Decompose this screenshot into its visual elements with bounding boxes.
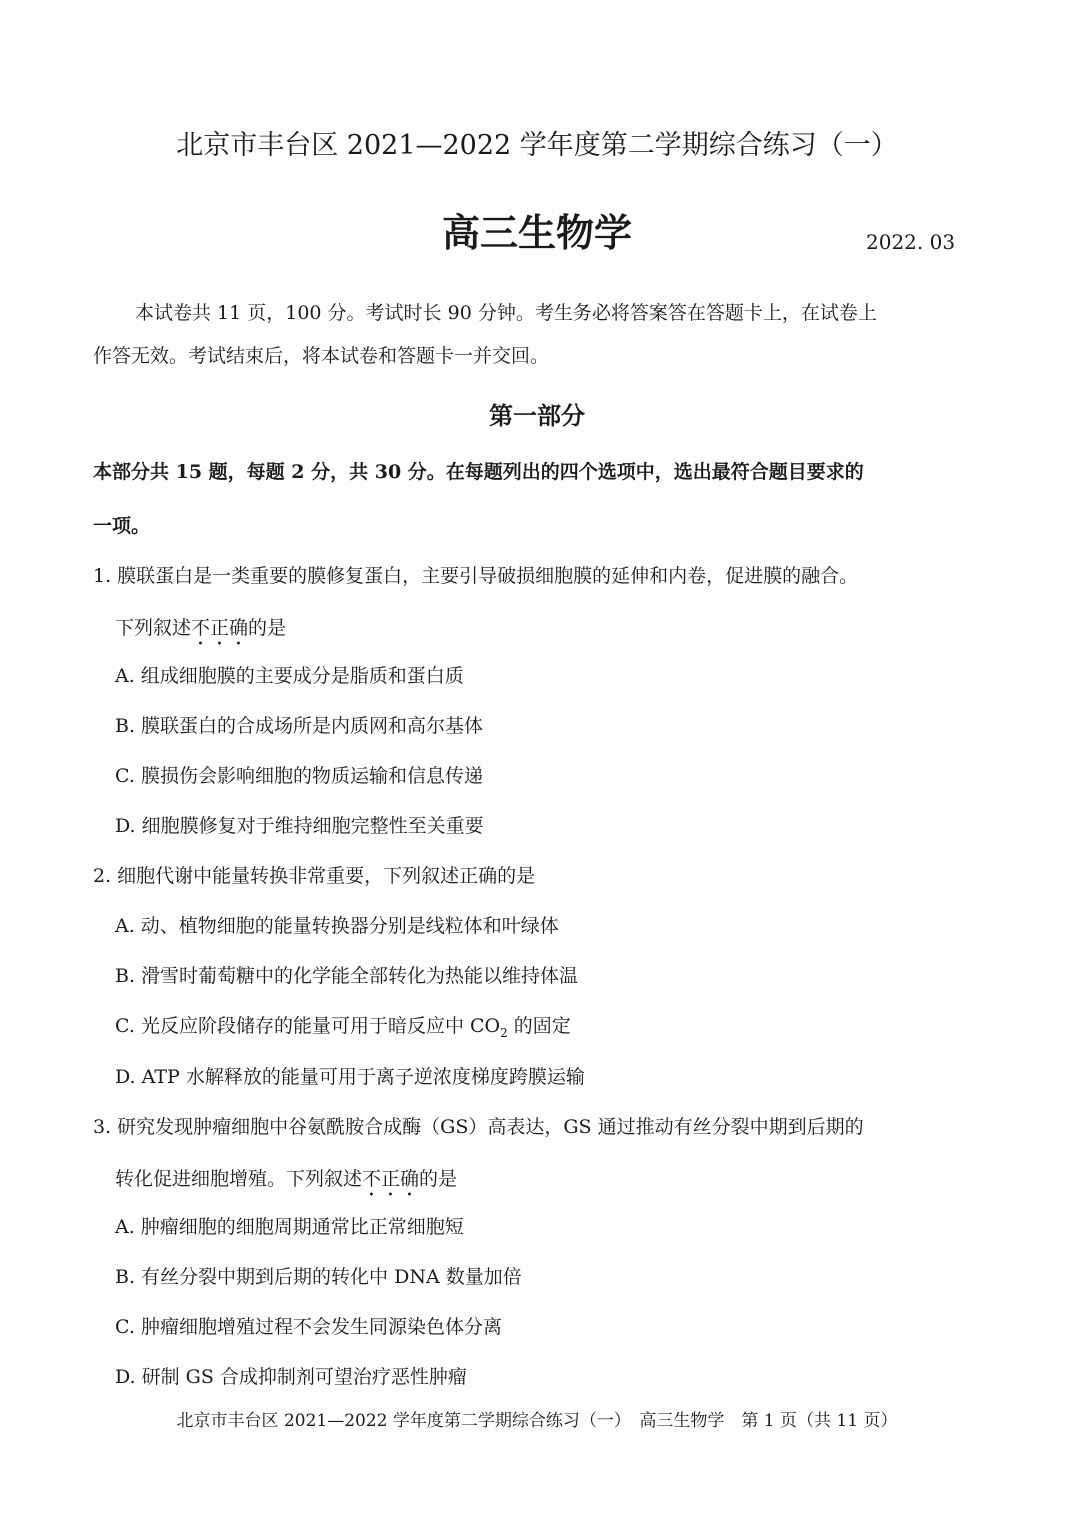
- question-1-stem-before: 下列叙述: [115, 617, 192, 639]
- question-3-stem-line-2: [115, 1168, 457, 1201]
- question-1-stem-after: 的是: [248, 617, 287, 639]
- question-2-option-b: B. 滑雪时葡萄糖中的化学能全部转化为热能以维持体温: [115, 965, 579, 987]
- question-2-stem-line-1: 2. 细胞代谢中能量转换非常重要，下列叙述正确的是: [93, 865, 536, 887]
- page-footer: 北京市丰台区 2021—2022 学年度第二学期综合练习（一） 高三生物学 第 1 页（共 11 页）: [176, 1411, 898, 1431]
- question-2-option-d: D. ATP 水解释放的能量可用于离子逆浓度梯度跨膜运输: [115, 1066, 585, 1088]
- question-1-emphasis: 不正确: [191, 617, 249, 639]
- question-2-option-a: A. 动、植物细胞的能量转换器分别是线粒体和叶绿体: [115, 915, 559, 937]
- section-title: 第一部分: [489, 401, 585, 430]
- section-desc-line-1: 本部分共 15 题，每题 2 分，共 30 分。在每题列出的四个选项中，选出最符合题目要求的: [93, 461, 864, 483]
- question-3-option-c: C. 肿瘤细胞增殖过程不会发生同源染色体分离: [115, 1316, 502, 1338]
- exam-title: 北京市丰台区 2021—2022 学年度第二学期综合练习（一）: [176, 130, 898, 161]
- subject-title: 高三生物学: [441, 210, 632, 255]
- question-3-stem-after: 的是: [419, 1168, 458, 1190]
- question-1-option-c: C. 膜损伤会影响细胞的物质运输和信息传递: [115, 765, 483, 787]
- question-2-option-c: [115, 1017, 571, 1039]
- exam-date: 2022. 03: [866, 230, 956, 254]
- question-1-option-b: B. 膜联蛋白的合成场所是内质网和高尔基体: [115, 715, 484, 737]
- question-3-emphasis: 不正确: [362, 1168, 420, 1190]
- question-1-option-d: D. 细胞膜修复对于维持细胞完整性至关重要: [115, 815, 484, 837]
- question-3-option-d: D. 研制 GS 合成抑制剂可望治疗恶性肿瘤: [115, 1366, 467, 1388]
- question-3-option-b: B. 有丝分裂中期到后期的转化中 DNA 数量加倍: [115, 1266, 522, 1288]
- question-3-stem-line-1: 3. 研究发现肿瘤细胞中谷氨酰胺合成酶（GS）高表达，GS 通过推动有丝分裂中期到后期的: [93, 1116, 864, 1138]
- question-1-stem-line-2: [115, 617, 286, 650]
- question-1-option-a: A. 组成细胞膜的主要成分是脂质和蛋白质: [115, 665, 464, 687]
- question-2-option-c-tail: 的固定: [507, 1015, 571, 1037]
- section-desc-line-2: 一项。: [93, 515, 151, 537]
- question-2-option-c-text: C. 光反应阶段储存的能量可用于暗反应中 CO: [115, 1015, 501, 1037]
- instructions-line-1: 本试卷共 11 页，100 分。考试时长 90 分钟。考生务必将答案答在答题卡上，在试卷上: [135, 302, 877, 324]
- instructions-line-2: 作答无效。考试结束后，将本试卷和答题卡一并交回。: [93, 345, 550, 367]
- question-1-stem-line-1: 1. 膜联蛋白是一类重要的膜修复蛋白，主要引导破损细胞膜的延伸和内卷，促进膜的融合。: [93, 565, 859, 587]
- question-2-option-c-sub: 2: [500, 1025, 508, 1040]
- question-3-option-a: A. 肿瘤细胞的细胞周期通常比正常细胞短: [115, 1216, 464, 1238]
- question-3-stem-before: 转化促进细胞增殖。下列叙述: [115, 1168, 363, 1190]
